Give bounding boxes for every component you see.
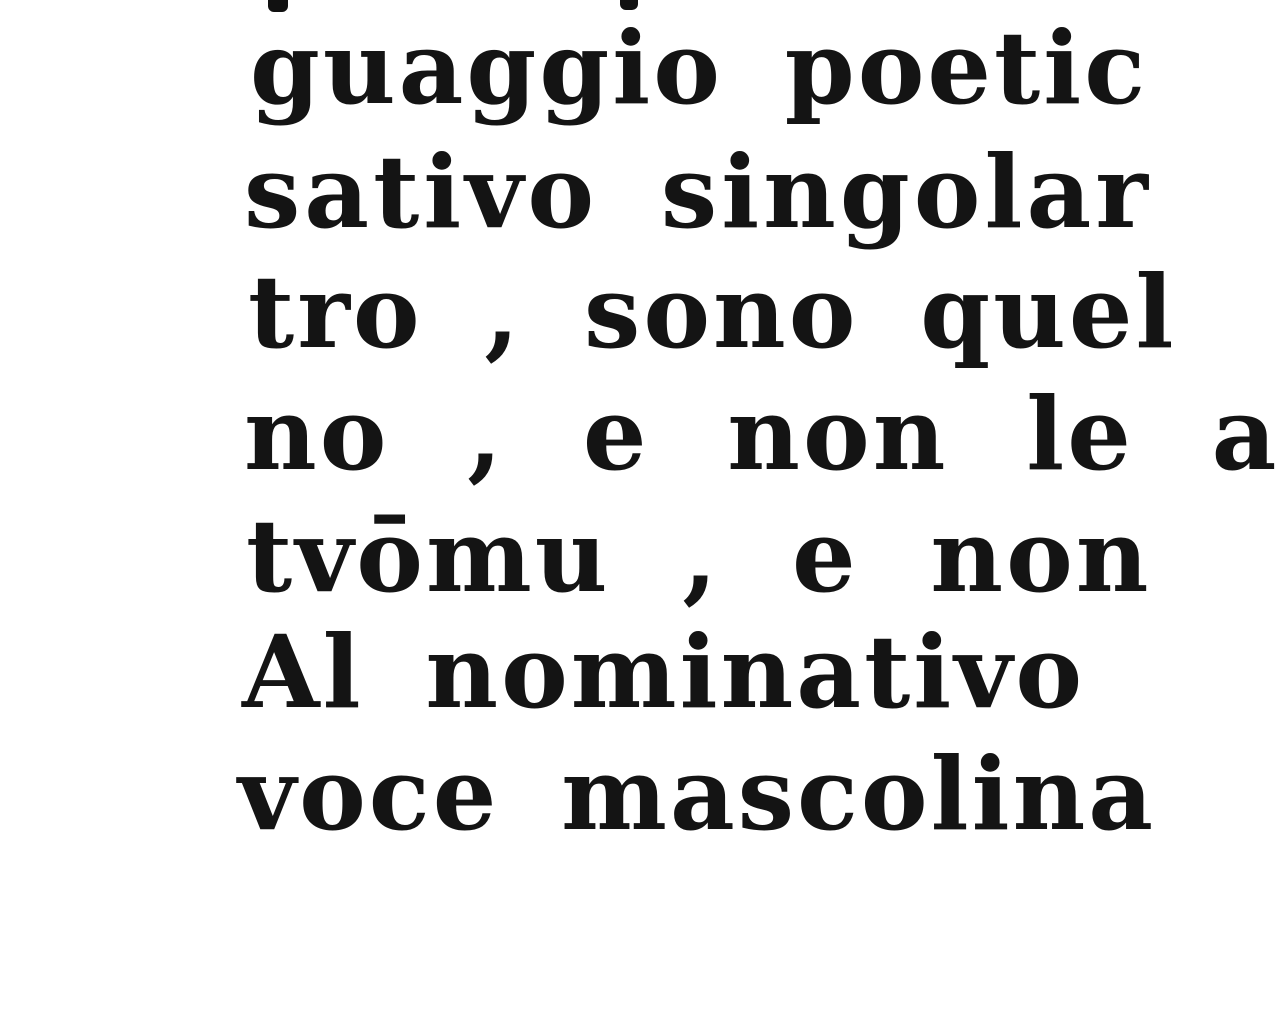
text-column (238, 0, 1279, 1024)
text-line-6: Al nominativo (242, 613, 1086, 731)
text-line-7: voce mascolina (238, 735, 1157, 853)
text-line-3: tro , sono quel (248, 253, 1177, 371)
text-line-5: tvōmu , e non (246, 497, 1152, 615)
text-line-4: no , e non le a (244, 375, 1279, 493)
text-line-2: sativo singolar (244, 133, 1152, 251)
text-line-1: guaggio poetic (250, 9, 1149, 127)
